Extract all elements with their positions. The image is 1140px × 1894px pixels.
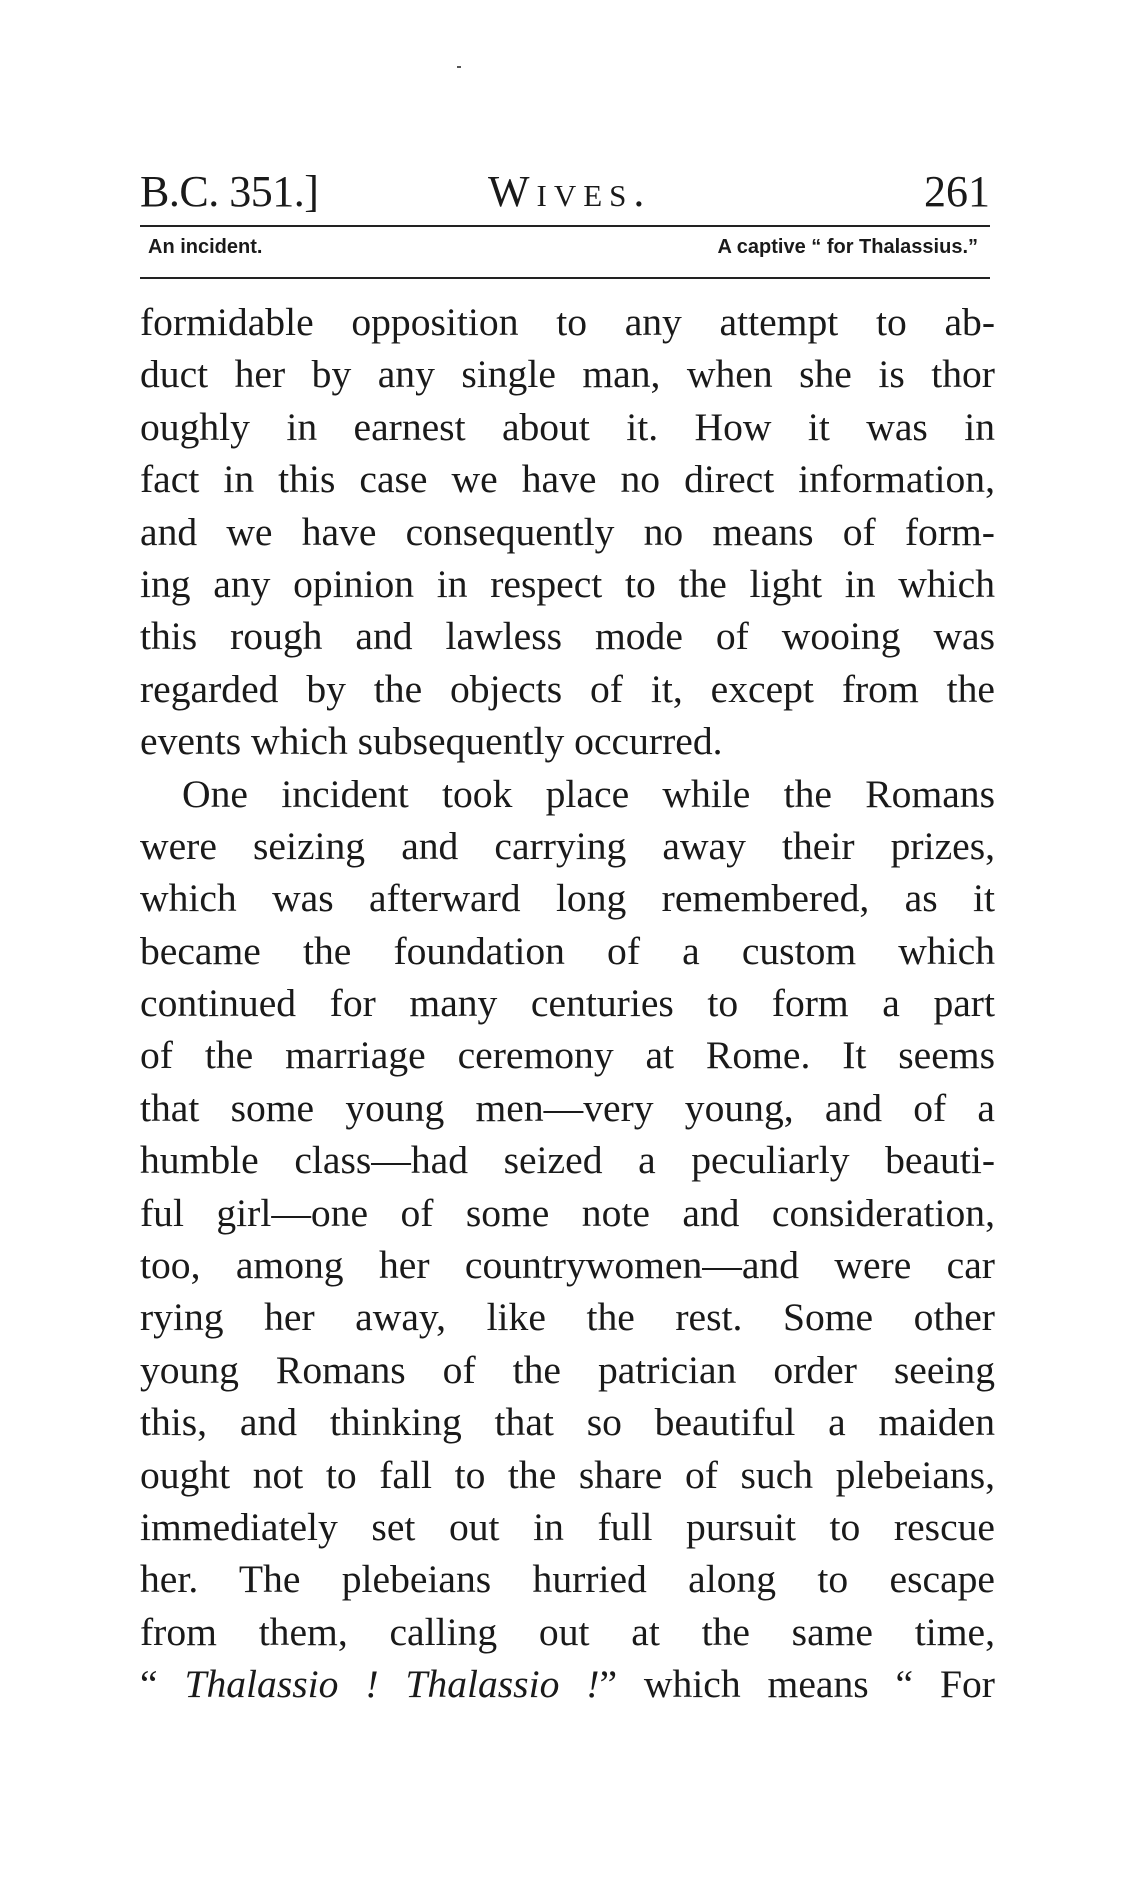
text-line: of the marriage ceremony at Rome. It seems	[140, 1033, 995, 1078]
text-line: formidable opposition to any attempt to ab-	[140, 300, 995, 344]
text-line: too, among her countrywomen—and were car	[140, 1243, 995, 1288]
page-number: 261	[924, 167, 990, 216]
text-line: rying her away, like the rest. Some other	[140, 1295, 995, 1340]
text-line: regarded by the objects of it, except from the	[140, 666, 995, 711]
text-line: became the foundation of a custom which	[140, 928, 995, 973]
thalassio-italic: Thalassio ! Thalassio !	[184, 1662, 600, 1707]
open-quote: “	[140, 1662, 185, 1707]
header-date: B.C. 351.]	[140, 167, 319, 216]
print-speck	[457, 66, 461, 68]
text-line: ing any opinion in respect to the light in which	[140, 561, 995, 606]
text-line: humble class—had seized a peculiarly beauti-	[140, 1138, 995, 1183]
text-line: which was afterward long remembered, as it	[140, 876, 995, 921]
text-line: young Romans of the patrician order seeing	[140, 1347, 995, 1392]
close-quote: ”	[599, 1662, 618, 1707]
sidenote-rule	[140, 277, 990, 279]
text-line: ful girl—one of some note and consideration,	[140, 1190, 995, 1235]
text-line: were seizing and carrying away their prizes,	[140, 823, 995, 868]
text-line: ought not to fall to the share of such plebeians,	[140, 1452, 995, 1497]
sidenotes	[148, 236, 978, 268]
header-rule	[140, 225, 990, 227]
text-line: One incident took place while the Romans	[182, 771, 995, 816]
text-line: this rough and lawless mode of wooing was	[140, 614, 995, 659]
text-line: events which subsequently occurred.	[140, 719, 723, 764]
text-line: continued for many centuries to form a part	[140, 981, 995, 1026]
running-head	[140, 166, 990, 224]
sidenote-right: A captive “ for Thalassius.”	[717, 236, 978, 258]
text-line: that some young men—very young, and of a	[140, 1085, 995, 1130]
text-line: oughly in earnest about it. How it was in	[140, 404, 995, 449]
text-line: duct her by any single man, when she is thor	[140, 352, 995, 397]
header-title: Wives.	[488, 167, 652, 216]
text-line-last	[140, 1658, 995, 1710]
last-line-rest: which means “ For	[617, 1662, 995, 1707]
text-line: and we have consequently no means of form-	[140, 509, 995, 554]
text-line: fact in this case we have no direct information,	[140, 457, 995, 502]
text-line: from them, calling out at the same time,	[140, 1609, 995, 1654]
text-line: her. The plebeians hurried along to escape	[140, 1557, 995, 1602]
text-line: immediately set out in full pursuit to rescue	[140, 1504, 995, 1549]
text-line: this, and thinking that so beautiful a maiden	[140, 1400, 995, 1445]
body-text	[140, 296, 995, 1711]
sidenote-left: An incident.	[148, 236, 263, 258]
